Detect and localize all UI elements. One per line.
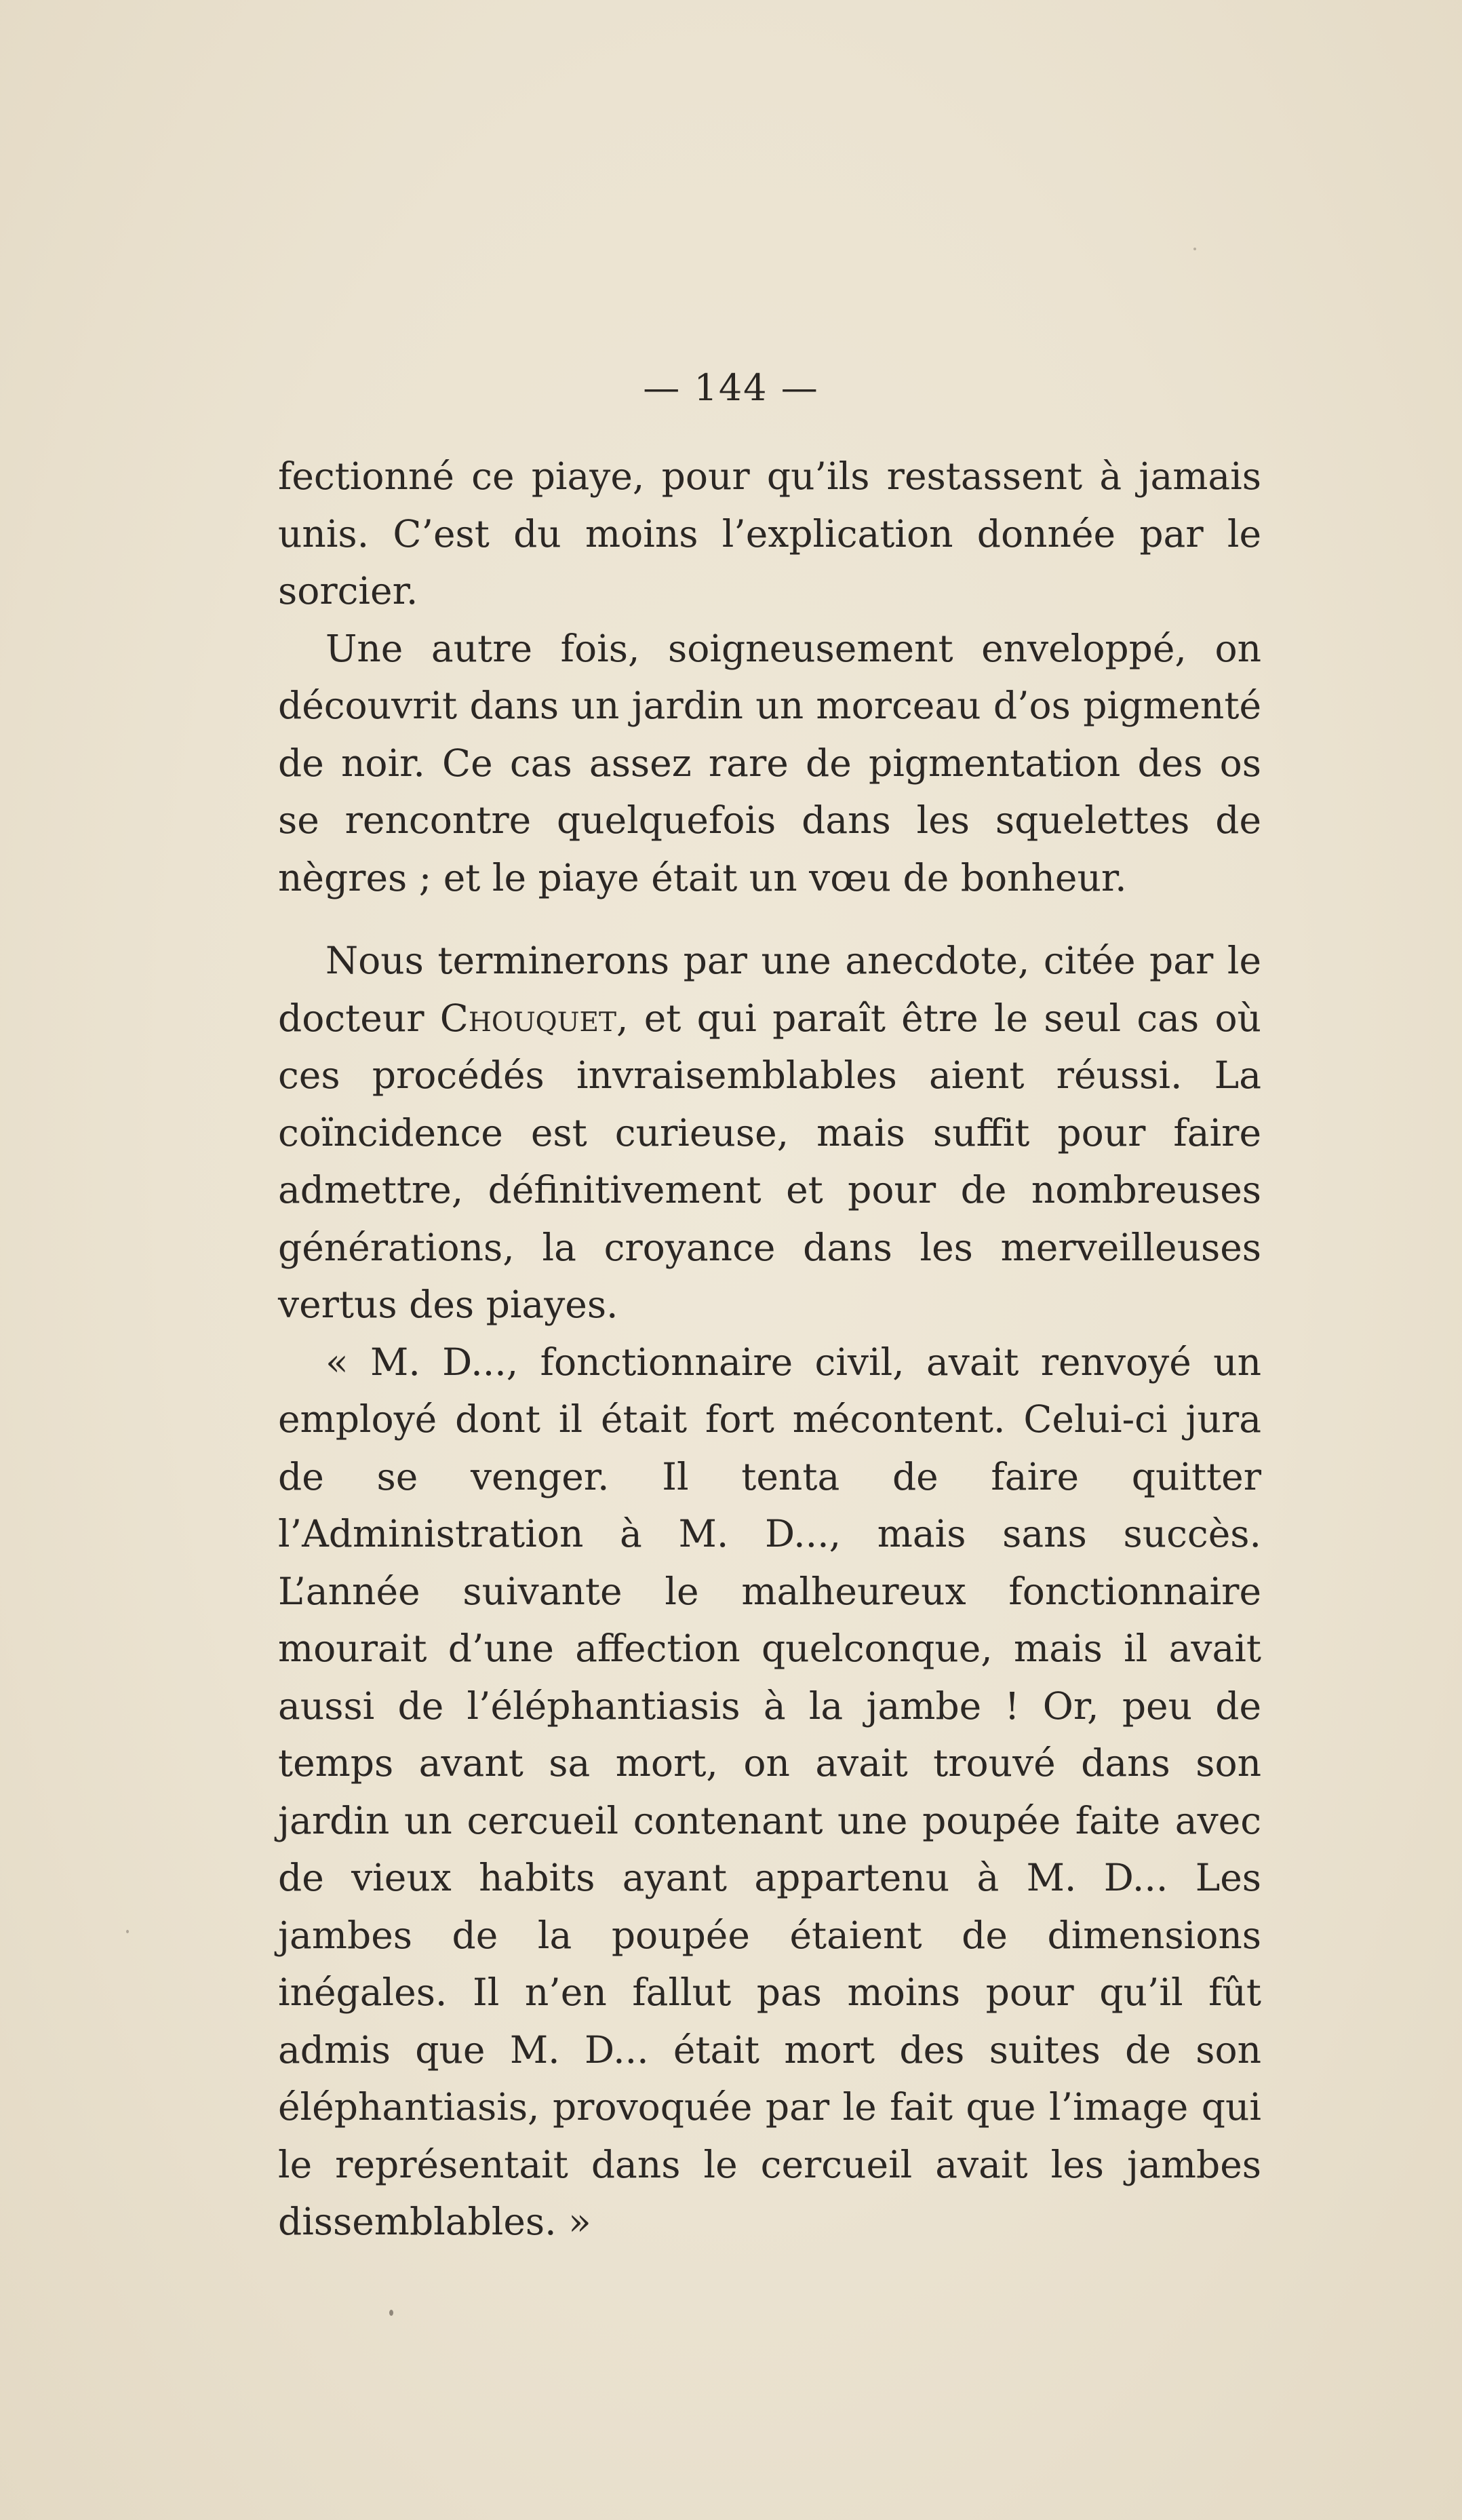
author-name: Chouquet (439, 996, 617, 1040)
paragraph-quotation: « M. D..., fonctionnaire civil, avait renvoyé un employé dont il était fort mécontent. Celui-ci jura de se venger. Il tenta de faire quitter l’Administration à M. D..., mais sans succès. L’année suivante le malheureux fonctionnaire mourait d’une affection quelconque, mais il avait aussi de l’éléphantiasis à la jambe ! Or, peu de temps avant sa mort, on avait trouvé dans son jardin un cercueil contenant une poupée faite avec de vieux habits ayant appartenu à M. D... Les jambes de la poupée étaient de dimensions inégales. Il n’en fallut pas moins pour qu’il fût admis que M. D... était mort des suites de son éléphantiasis, provoquée par le fait que l’image qui le représentait dans le cercueil avait les jambes dissemblables. » (278, 1340, 1261, 2243)
anecdote-intro-start: Nous terminerons par une anecdote, citée par le docteur (278, 939, 1261, 1040)
paragraph-bone: Une autre fois, soigneusement enveloppé, on découvrit dans un jardin un morceau d’os pigmenté de noir. Ce cas assez rare de pigmentation des os se rencontre quelquefois dans les squelettes de nègres ; et le piaye était un vœu de bonheur. (278, 626, 1261, 899)
paper-speck (389, 2310, 393, 2316)
paper-speck (1193, 248, 1196, 250)
paragraph-anecdote-intro (278, 932, 1261, 1334)
page-number: — 144 — (643, 366, 819, 409)
anecdote-intro-end: , et qui paraît être le seul cas où ces procédés invraisemblables aient réussi. La coïncidence est curieuse, mais suffit pour faire admettre, définitivement et pour de nombreuses générations, la croyance dans les merveilleuses vertus des piayes. (278, 996, 1261, 1326)
body-text (278, 448, 1261, 2251)
paragraph-continuation: fectionné ce piaye, pour qu’ils restassent à jamais unis. C’est du moins l’explication donnée par le sorcier. (278, 454, 1261, 613)
paper-speck (126, 1930, 129, 1933)
